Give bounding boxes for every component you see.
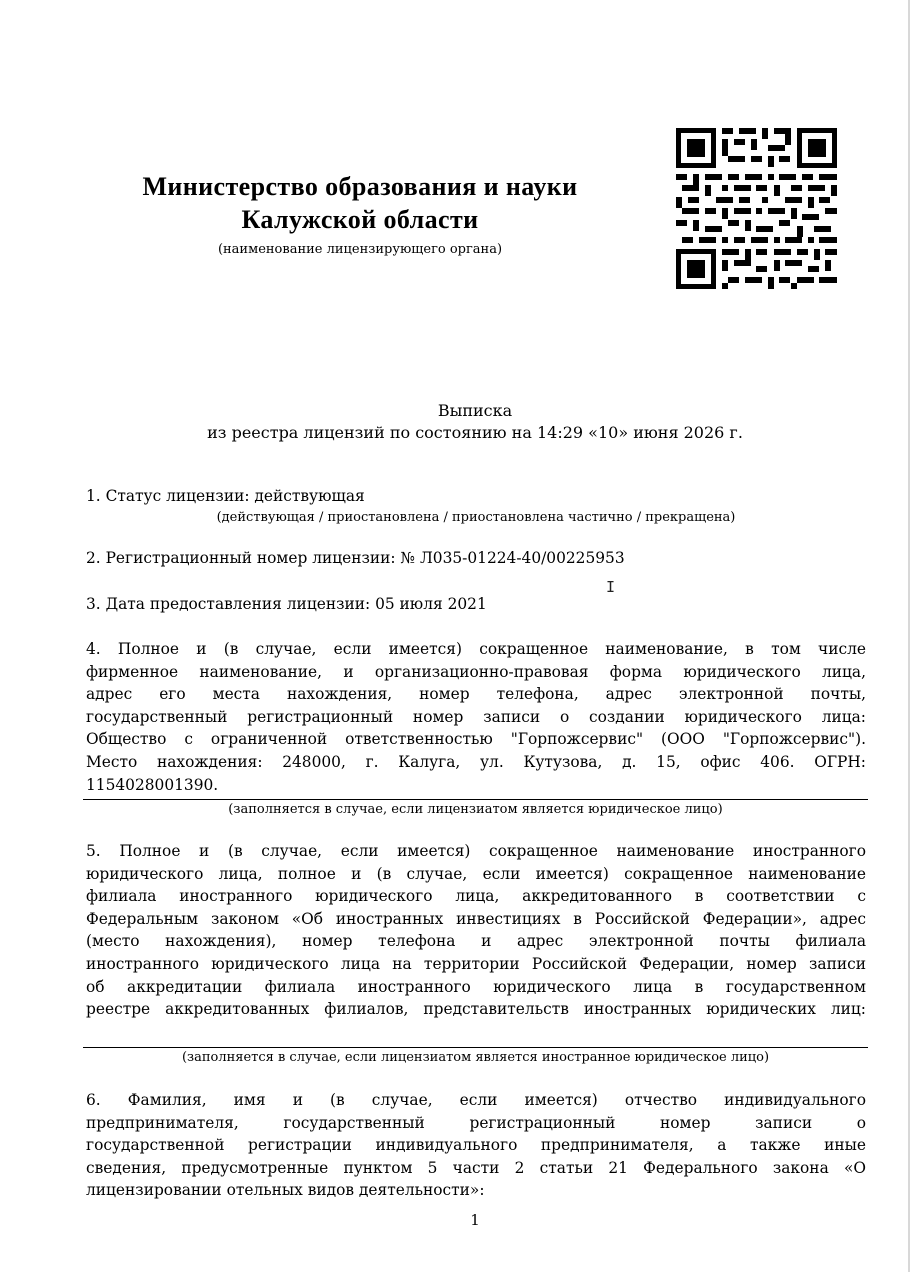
extract-title-line1: Выписка (437, 401, 513, 420)
item-4-underline (83, 799, 868, 800)
item-6-individual-entrepreneur (86, 1089, 866, 1202)
item-1-caption: (действующая / приостановлена / приостановлена частично / прекращена) (216, 510, 736, 525)
item-5-line: 5. Полное и (в случае, если имеется) сокращенное наименование иностранного (86, 842, 866, 860)
item-2-registration-number: 2. Регистрационный номер лицензии: № Л035-01224-40/00225953 (86, 549, 625, 567)
item-4-line: Место нахождения: 248000, г. Калуга, ул. Кутузова, д. 15, офис 406. ОГРН: (86, 752, 866, 771)
item-6-line: лицензировании отельных видов деятельности»: (86, 1181, 485, 1200)
extract-title (0, 400, 910, 444)
item-6-line: государственной регистрации индивидуального предпринимателя, а также иные (86, 1136, 866, 1155)
authority-caption: (наименование лицензирующего органа) (217, 242, 503, 257)
item-6-line: 6. Фамилия, имя и (в случае, если имеется) отчество индивидуального (86, 1091, 866, 1109)
item-5-line: реестре аккредитованных филиалов, представительств иностранных юридических лиц: (86, 1000, 866, 1019)
item-4-line: 4. Полное и (в случае, если имеется) сокращенное наименование, в том числе (86, 640, 866, 658)
item-1-status: 1. Статус лицензии: действующая (86, 487, 365, 505)
text-cursor-icon: I (606, 578, 616, 596)
item-5-line: юридического лица, полное и (в случае, если имеется) сокращенное наименование (86, 864, 866, 883)
item-4-caption: (заполняется в случае, если лицензиатом является юридическое лицо) (228, 802, 723, 817)
item-5-line: (место нахождения), номер телефона и адрес электронной почты филиала (86, 932, 866, 951)
item-4-legal-entity (86, 638, 866, 796)
item-6-line: предпринимателя, государственный регистрационный номер записи о (86, 1113, 866, 1132)
item-5-line: об аккредитации филиала иностранного юридического лица в государственном (86, 977, 866, 996)
item-4-line: фирменное наименование, и организационно-правовая форма юридического лица, (86, 662, 866, 681)
item-4-line: Общество с ограниченной ответственностью "Горпожсервис" (ООО "Горпожсервис"). (86, 730, 866, 749)
licensing-authority (60, 170, 660, 258)
item-4-line: 1154028001390. (86, 775, 219, 794)
item-5-line: Федеральным законом «Об иностранных инвестициях в Российской Федерации», адрес (86, 909, 866, 928)
item-6-line: сведения, предусмотренные пунктом 5 части 2 статьи 21 Федерального закона «О (86, 1158, 866, 1177)
item-5-line: филиала иностранного юридического лица, аккредитованного в соответствии с (86, 887, 866, 906)
item-5-line: иностранного юридического лица на территории Российской Федерации, номер записи (86, 954, 866, 973)
page-number: 1 (470, 1211, 480, 1229)
item-4-line: государственный регистрационный номер записи о создании юридического лица: (86, 707, 866, 726)
item-5-underline (83, 1047, 868, 1048)
item-5-foreign-entity (86, 840, 866, 1021)
qr-code-icon (676, 128, 837, 289)
extract-title-line2: из реестра лицензий по состоянию на 14:29 «10» июня 2026 г. (207, 423, 743, 442)
item-5-caption: (заполняется в случае, если лицензиатом является иностранное юридическое лицо) (181, 1050, 770, 1065)
item-3-date: 3. Дата предоставления лицензии: 05 июля 2021 (86, 595, 487, 613)
authority-name-line2: Калужской области (241, 205, 479, 234)
authority-name-line1: Министерство образования и науки (142, 172, 578, 201)
item-4-line: адрес его места нахождения, номер телефона, адрес электронной почты, (86, 685, 866, 704)
